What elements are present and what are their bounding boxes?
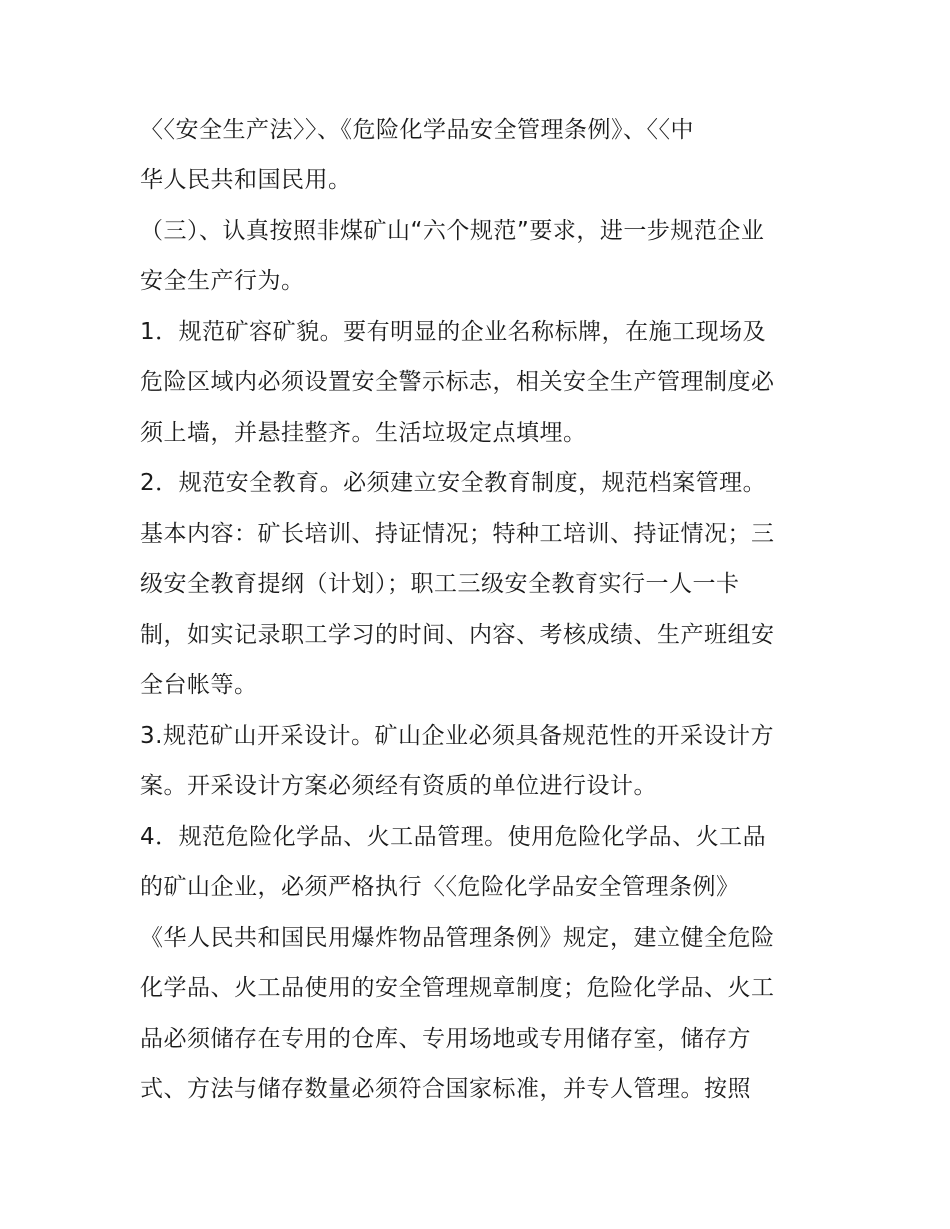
text-line: 须上墙，并悬挂整齐。生活垃圾定点填埋。	[140, 420, 587, 446]
text-line: 3.规范矿山开采设计。矿山企业必须具备规范性的开采设计方	[140, 723, 774, 749]
text-line: 安全生产行为。	[140, 268, 305, 294]
text-line: 案。开采设计方案必须经有资质的单位进行设计。	[140, 773, 657, 799]
text-line: 全台帐等。	[140, 672, 258, 698]
text-line: 制，如实记录职工学习的时间、内容、考核成绩、生产班组安	[140, 622, 775, 648]
text-line: （三）、认真按照非煤矿山“六个规范”要求，进一步规范企业	[140, 218, 765, 244]
text-line: 〈〈安全生产法〉〉、《危险化学品安全管理条例》、〈〈中	[140, 117, 694, 143]
text-line: 式、方法与储存数量必须符合国家标准，并专人管理。按照	[140, 1076, 751, 1102]
text-line: 危险区域内必须设置安全警示标志，相关安全生产管理制度必	[140, 369, 775, 395]
text-line: 级安全教育提纲（计划）；职工三级安全教育实行一人一卡	[140, 571, 740, 597]
text-line: 4．规范危险化学品、火工品管理。使用危险化学品、火工品	[140, 824, 767, 850]
text-line: 华人民共和国民用。	[140, 167, 352, 193]
text-line: 化学品、火工品使用的安全管理规章制度；危险化学品、火工	[140, 975, 775, 1001]
text-line: 1．规范矿容矿貌。要有明显的企业名称标牌，在施工现场及	[140, 319, 767, 345]
text-line: 《华人民共和国民用爆炸物品管理条例》规定，建立健全危险	[140, 925, 775, 951]
text-line: 基本内容：矿长培训、持证情况；特种工培训、持证情况；三	[140, 521, 775, 547]
text-line: 的矿山企业，必须严格执行〈〈危险化学品安全管理条例》	[140, 874, 740, 900]
text-line: 品必须储存在专用的仓库、专用场地或专用储存室，储存方	[140, 1026, 751, 1052]
text-line: 2．规范安全教育。必须建立安全教育制度，规范档案管理。	[140, 470, 767, 496]
